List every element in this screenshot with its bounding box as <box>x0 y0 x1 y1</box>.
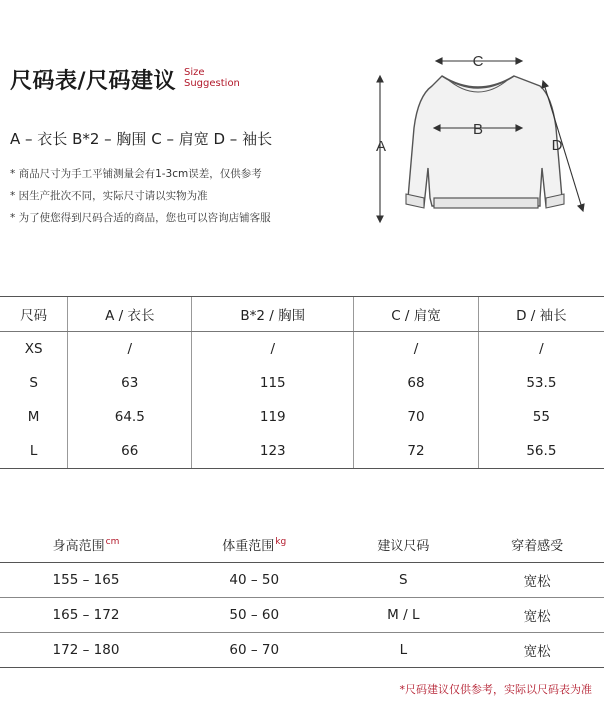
footer-note: *尺码建议仅供参考，实际以尺码表为准 <box>399 683 592 696</box>
cell: 70 <box>354 400 479 434</box>
cell: M / L <box>336 598 470 633</box>
cell: L <box>0 434 68 469</box>
recommendation-header <box>0 527 604 563</box>
cell: S <box>336 563 470 598</box>
cell: XS <box>24 341 43 357</box>
cell: 115 <box>192 366 354 400</box>
cell: / <box>354 332 479 367</box>
table-row <box>0 400 604 434</box>
cell: 宽松 <box>470 633 604 668</box>
table-row <box>0 366 604 400</box>
measurement-legend: A – 衣长 B*2 – 胸围 C – 肩宽 D – 袖长 <box>10 130 273 148</box>
header-length: A / 衣长 <box>68 297 192 332</box>
cell: 155 – 165 <box>0 563 172 598</box>
cell: 50 – 60 <box>172 598 336 633</box>
title-subtitle-line2: Suggestion <box>184 78 240 89</box>
cell: 119 <box>192 400 354 434</box>
unit-kg: kg <box>275 537 287 547</box>
cell: 53.5 <box>478 366 604 400</box>
header-size: 尺码 <box>0 297 68 332</box>
title-subtitle-line1: Size <box>184 67 205 78</box>
cell: L <box>336 633 470 668</box>
table-row <box>0 563 604 598</box>
label-c: C <box>472 53 484 70</box>
header-shoulder: C / 肩宽 <box>354 297 479 332</box>
cell: / <box>478 332 604 367</box>
table-row <box>0 434 604 469</box>
cell: 172 – 180 <box>0 633 172 668</box>
header-fit: 穿着感受 <box>470 527 604 563</box>
header-sleeve: D / 袖长 <box>478 297 604 332</box>
cell: 123 <box>192 434 354 469</box>
cell: 68 <box>354 366 479 400</box>
notes-list <box>10 165 271 231</box>
cell: 宽松 <box>470 563 604 598</box>
label-a: A <box>375 138 387 155</box>
table-row <box>0 633 604 668</box>
size-table-header <box>0 297 604 332</box>
table-row <box>0 332 604 367</box>
cell: / <box>192 332 354 367</box>
note-item: * 因生产批次不同，实际尺寸请以实物为准 <box>10 190 208 202</box>
recommendation-table <box>0 527 604 668</box>
cell: M <box>27 409 40 425</box>
cell: 40 – 50 <box>172 563 336 598</box>
label-b: B <box>472 121 484 138</box>
cell: 165 – 172 <box>0 598 172 633</box>
cell: 64.5 <box>68 400 192 434</box>
cell: 宽松 <box>470 598 604 633</box>
header-weight: 体重范围$^{kg}$ <box>172 527 336 563</box>
title-subtitle <box>184 67 240 89</box>
header-suggested-size: 建议尺码 <box>336 527 470 563</box>
label-d: D <box>551 137 563 154</box>
cell: / <box>68 332 192 367</box>
header-chest: B*2 / 胸围 <box>192 297 354 332</box>
cell: 60 – 70 <box>172 633 336 668</box>
cell: S <box>29 375 38 391</box>
sweater-diagram-icon <box>370 48 600 228</box>
cell: 66 <box>68 434 192 469</box>
cell: 72 <box>354 434 479 469</box>
cell: 55 <box>478 400 604 434</box>
size-table <box>0 296 604 469</box>
cell: 56.5 <box>478 434 604 469</box>
unit-cm: cm <box>105 537 120 547</box>
page-title: 尺码表/尺码建议 <box>10 69 177 94</box>
header-height: 身高范围$^{cm}$ <box>0 527 172 563</box>
note-item: * 为了使您得到尺码合适的商品，您也可以咨询店铺客服 <box>10 212 271 224</box>
cell: 63 <box>68 366 192 400</box>
note-item: * 商品尺寸为手工平铺测量会有1-3cm误差，仅供参考 <box>10 168 262 180</box>
table-row <box>0 598 604 633</box>
